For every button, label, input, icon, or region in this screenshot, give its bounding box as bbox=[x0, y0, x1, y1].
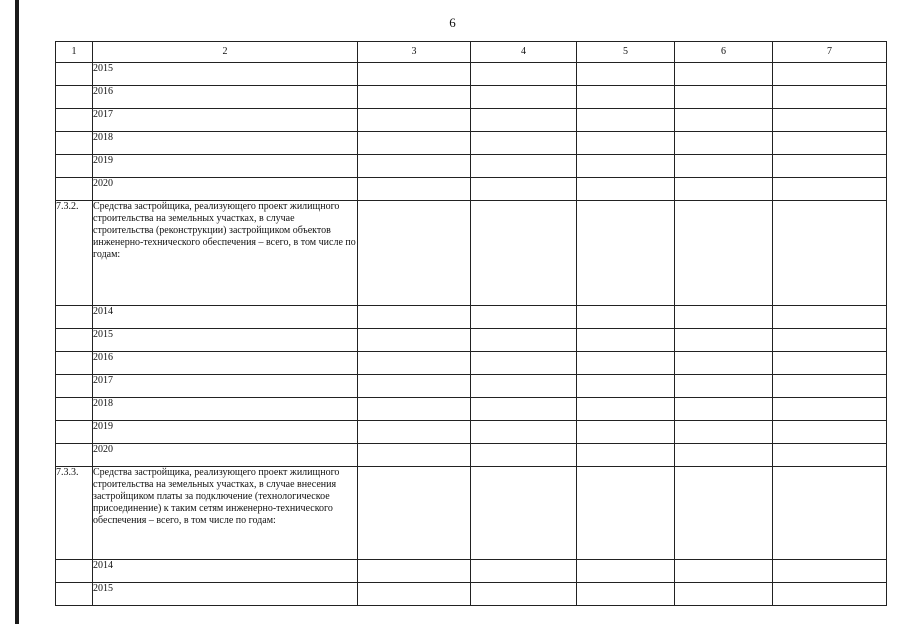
empty-cell bbox=[773, 63, 887, 86]
header-row bbox=[56, 42, 887, 63]
column-header: 6 bbox=[675, 42, 773, 63]
empty-cell bbox=[358, 467, 471, 560]
row-label-cell: 2018 bbox=[93, 132, 358, 155]
table-row bbox=[56, 421, 887, 444]
row-label-cell: 2017 bbox=[93, 109, 358, 132]
column-header: 7 bbox=[773, 42, 887, 63]
table-row bbox=[56, 109, 887, 132]
empty-cell bbox=[471, 109, 577, 132]
row-label-cell: 2015 bbox=[93, 329, 358, 352]
empty-cell bbox=[675, 132, 773, 155]
row-number-cell bbox=[56, 155, 93, 178]
empty-cell bbox=[773, 201, 887, 306]
empty-cell bbox=[773, 444, 887, 467]
row-number-cell bbox=[56, 583, 93, 606]
empty-cell bbox=[471, 155, 577, 178]
empty-cell bbox=[358, 132, 471, 155]
empty-cell bbox=[773, 109, 887, 132]
row-label-cell: 2019 bbox=[93, 421, 358, 444]
empty-cell bbox=[773, 467, 887, 560]
row-label-cell: Средства застройщика, реализующего проект жилищного строительства на земельных участках, в случае строительства (реконструкции) застройщиком объектов инженерно-технического обеспечения – всего, в том числе по годам: bbox=[93, 201, 358, 306]
column-header: 2 bbox=[93, 42, 358, 63]
table-row bbox=[56, 306, 887, 329]
empty-cell bbox=[773, 421, 887, 444]
empty-cell bbox=[675, 421, 773, 444]
empty-cell bbox=[577, 421, 675, 444]
empty-cell bbox=[773, 398, 887, 421]
empty-cell bbox=[358, 583, 471, 606]
empty-cell bbox=[358, 306, 471, 329]
empty-cell bbox=[471, 352, 577, 375]
row-label-cell: 2020 bbox=[93, 444, 358, 467]
empty-cell bbox=[577, 398, 675, 421]
empty-cell bbox=[471, 444, 577, 467]
table-row bbox=[56, 352, 887, 375]
empty-cell bbox=[358, 329, 471, 352]
table-row bbox=[56, 86, 887, 109]
empty-cell bbox=[773, 375, 887, 398]
empty-cell bbox=[471, 560, 577, 583]
table-row bbox=[56, 132, 887, 155]
empty-cell bbox=[358, 201, 471, 306]
empty-cell bbox=[358, 444, 471, 467]
table-row bbox=[56, 398, 887, 421]
empty-cell bbox=[471, 178, 577, 201]
row-label-cell: 2014 bbox=[93, 306, 358, 329]
table-row bbox=[56, 178, 887, 201]
row-number-cell bbox=[56, 132, 93, 155]
empty-cell bbox=[675, 86, 773, 109]
row-label-cell: Средства застройщика, реализующего проект жилищного строительства на земельных участках, в случае внесения застройщиком платы за подключение (технологическое присоединение) к таким сетям инженерно-технического обеспечения – всего, в том числе по годам: bbox=[93, 467, 358, 560]
empty-cell bbox=[577, 109, 675, 132]
table-row bbox=[56, 375, 887, 398]
table-row bbox=[56, 63, 887, 86]
row-label-cell: 2016 bbox=[93, 352, 358, 375]
row-number-cell bbox=[56, 178, 93, 201]
row-label-cell: 2017 bbox=[93, 375, 358, 398]
row-label-cell: 2014 bbox=[93, 560, 358, 583]
table-row bbox=[56, 583, 887, 606]
row-number-cell bbox=[56, 306, 93, 329]
page-number: 6 bbox=[449, 15, 456, 30]
empty-cell bbox=[471, 329, 577, 352]
empty-cell bbox=[471, 63, 577, 86]
empty-cell bbox=[773, 352, 887, 375]
empty-cell bbox=[577, 132, 675, 155]
row-number-cell bbox=[56, 398, 93, 421]
empty-cell bbox=[773, 583, 887, 606]
empty-cell bbox=[773, 560, 887, 583]
empty-cell bbox=[577, 86, 675, 109]
row-number-cell bbox=[56, 86, 93, 109]
row-number-cell bbox=[56, 109, 93, 132]
empty-cell bbox=[675, 201, 773, 306]
empty-cell bbox=[675, 155, 773, 178]
empty-cell bbox=[577, 467, 675, 560]
empty-cell bbox=[471, 421, 577, 444]
empty-cell bbox=[577, 201, 675, 306]
empty-cell bbox=[577, 444, 675, 467]
empty-cell bbox=[471, 375, 577, 398]
empty-cell bbox=[471, 132, 577, 155]
empty-cell bbox=[471, 398, 577, 421]
row-label-cell: 2020 bbox=[93, 178, 358, 201]
table-row bbox=[56, 560, 887, 583]
empty-cell bbox=[675, 467, 773, 560]
empty-cell bbox=[773, 329, 887, 352]
empty-cell bbox=[577, 329, 675, 352]
column-header: 5 bbox=[577, 42, 675, 63]
empty-cell bbox=[471, 583, 577, 606]
empty-cell bbox=[577, 375, 675, 398]
row-number-cell bbox=[56, 352, 93, 375]
table-row bbox=[56, 201, 887, 306]
empty-cell bbox=[358, 398, 471, 421]
row-label-cell: 2018 bbox=[93, 398, 358, 421]
column-header: 3 bbox=[358, 42, 471, 63]
empty-cell bbox=[577, 583, 675, 606]
row-number-cell bbox=[56, 63, 93, 86]
empty-cell bbox=[471, 306, 577, 329]
row-label-cell: 2015 bbox=[93, 63, 358, 86]
empty-cell bbox=[577, 560, 675, 583]
empty-cell bbox=[773, 132, 887, 155]
row-number-cell bbox=[56, 444, 93, 467]
empty-cell bbox=[358, 178, 471, 201]
empty-cell bbox=[577, 63, 675, 86]
table-row bbox=[56, 329, 887, 352]
empty-cell bbox=[675, 398, 773, 421]
empty-cell bbox=[471, 86, 577, 109]
row-number-cell: 7.3.2. bbox=[56, 201, 93, 306]
table-row bbox=[56, 444, 887, 467]
empty-cell bbox=[471, 467, 577, 560]
column-header: 1 bbox=[56, 42, 93, 63]
page-edge-bar bbox=[15, 0, 19, 624]
empty-cell bbox=[675, 306, 773, 329]
table-row bbox=[56, 155, 887, 178]
empty-cell bbox=[675, 63, 773, 86]
row-label-cell: 2016 bbox=[93, 86, 358, 109]
empty-cell bbox=[675, 352, 773, 375]
empty-cell bbox=[358, 375, 471, 398]
empty-cell bbox=[675, 109, 773, 132]
empty-cell bbox=[577, 155, 675, 178]
row-number-cell bbox=[56, 329, 93, 352]
empty-cell bbox=[358, 109, 471, 132]
data-table bbox=[55, 41, 887, 606]
row-number-cell: 7.3.3. bbox=[56, 467, 93, 560]
row-label-cell: 2015 bbox=[93, 583, 358, 606]
empty-cell bbox=[358, 86, 471, 109]
row-label-cell: 2019 bbox=[93, 155, 358, 178]
empty-cell bbox=[358, 155, 471, 178]
empty-cell bbox=[675, 178, 773, 201]
row-number-cell bbox=[56, 560, 93, 583]
empty-cell bbox=[471, 201, 577, 306]
empty-cell bbox=[675, 583, 773, 606]
empty-cell bbox=[675, 375, 773, 398]
empty-cell bbox=[358, 63, 471, 86]
row-number-cell bbox=[56, 421, 93, 444]
empty-cell bbox=[773, 86, 887, 109]
empty-cell bbox=[358, 352, 471, 375]
table-row bbox=[56, 467, 887, 560]
empty-cell bbox=[773, 306, 887, 329]
empty-cell bbox=[577, 306, 675, 329]
empty-cell bbox=[675, 329, 773, 352]
empty-cell bbox=[675, 560, 773, 583]
empty-cell bbox=[773, 178, 887, 201]
empty-cell bbox=[358, 560, 471, 583]
empty-cell bbox=[577, 352, 675, 375]
row-number-cell bbox=[56, 375, 93, 398]
empty-cell bbox=[773, 155, 887, 178]
empty-cell bbox=[675, 444, 773, 467]
column-header: 4 bbox=[471, 42, 577, 63]
empty-cell bbox=[358, 421, 471, 444]
empty-cell bbox=[577, 178, 675, 201]
